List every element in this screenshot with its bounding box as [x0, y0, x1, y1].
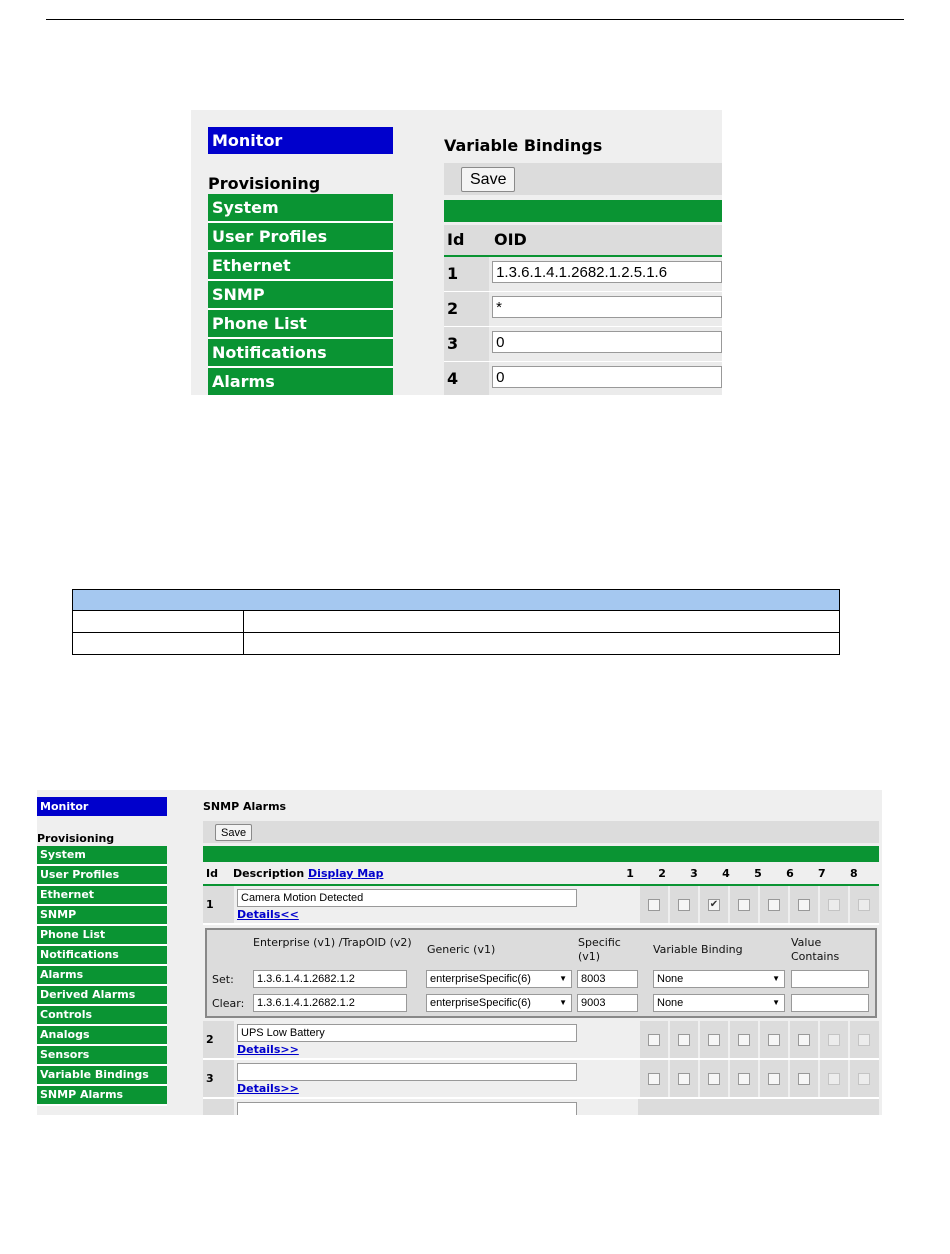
checkbox-disabled: [858, 1034, 870, 1046]
checkbox[interactable]: [678, 1034, 690, 1046]
chevron-down-icon: ▼: [559, 998, 567, 1007]
nav-item-ethernet[interactable]: Ethernet: [208, 252, 393, 281]
checkbox-cell: [848, 886, 878, 923]
enterprise-header: Enterprise (v1) /TrapOID (v2): [253, 936, 412, 949]
checkbox[interactable]: [708, 1034, 720, 1046]
checkbox[interactable]: [798, 899, 810, 911]
checkbox[interactable]: [738, 1073, 750, 1085]
checkbox[interactable]: [738, 899, 750, 911]
nav-item-alarms[interactable]: Alarms: [37, 966, 167, 986]
nav-item-user-profiles[interactable]: User Profiles: [37, 866, 167, 886]
table-cell: [244, 611, 840, 633]
column-header-3: 3: [690, 867, 698, 880]
provisioning-heading: Provisioning: [208, 174, 321, 193]
variable-binding-header: Variable Binding: [653, 943, 743, 956]
checkbox-cell: [788, 1060, 818, 1097]
checkbox-cell: [668, 1060, 698, 1097]
checkbox[interactable]: [768, 1073, 780, 1085]
nav-monitor[interactable]: Monitor: [37, 797, 167, 816]
clear-varbind-select[interactable]: [653, 994, 785, 1012]
checkbox-cell: [758, 886, 788, 923]
description-input[interactable]: [237, 1063, 577, 1081]
checkbox[interactable]: [648, 1073, 660, 1085]
clear-specific-input[interactable]: 9003: [577, 994, 638, 1012]
page-header-rule: [46, 19, 904, 20]
table-row: [203, 1021, 879, 1060]
description-input[interactable]: [237, 1024, 577, 1042]
nav-item-snmp-alarms[interactable]: SNMP Alarms: [37, 1086, 167, 1106]
checkbox[interactable]: [648, 1034, 660, 1046]
row-id: 3: [203, 1060, 234, 1097]
sidebar: [208, 127, 393, 395]
nav-item-ethernet[interactable]: Ethernet: [37, 886, 167, 906]
nav-item-sensors[interactable]: Sensors: [37, 1046, 167, 1066]
chevron-down-icon: ▼: [772, 974, 780, 983]
table-cell: [244, 633, 840, 655]
table-row: [73, 611, 840, 633]
table-row: [444, 257, 722, 292]
set-generic-select[interactable]: [426, 970, 572, 988]
checkbox[interactable]: [678, 899, 690, 911]
provisioning-heading: Provisioning: [37, 832, 115, 845]
description-input[interactable]: [237, 889, 577, 907]
nav-item-phone-list[interactable]: Phone List: [208, 310, 393, 339]
column-header-oid: OID: [494, 230, 527, 249]
table-row: [444, 292, 722, 327]
nav-item-derived-alarms[interactable]: Derived Alarms: [37, 986, 167, 1006]
details-panel: [205, 928, 877, 1018]
nav-item-notifications[interactable]: Notifications: [208, 339, 393, 368]
checkbox-cell: [728, 1021, 758, 1058]
table-header-bar: [203, 846, 879, 862]
table-header: [444, 225, 722, 257]
checkbox-cell: [818, 1060, 848, 1097]
value-contains-header: Value Contains: [791, 936, 840, 963]
checkbox-cell: [638, 1060, 668, 1097]
set-value-input[interactable]: [791, 970, 869, 988]
row-id: 2: [444, 292, 489, 326]
details-link[interactable]: Details>>: [237, 1043, 299, 1056]
toolbar: [203, 821, 879, 843]
checkbox-cell: [728, 886, 758, 923]
table-header-cell: [73, 590, 840, 611]
checkbox-disabled: [828, 899, 840, 911]
table-cell: [73, 611, 244, 633]
clear-generic-select[interactable]: [426, 994, 572, 1012]
checkbox-cell: [758, 1021, 788, 1058]
main-panel: [444, 134, 722, 395]
column-header-8: 8: [850, 867, 858, 880]
clear-label: Clear:: [212, 997, 245, 1010]
document-table: [72, 589, 840, 655]
nav-item-variable-bindings[interactable]: Variable Bindings: [37, 1066, 167, 1086]
set-varbind-value: None: [657, 973, 684, 985]
description-cell: [234, 886, 638, 923]
checkbox[interactable]: [738, 1034, 750, 1046]
checkbox-cell: [758, 1060, 788, 1097]
checkbox-cell: [848, 1060, 878, 1097]
specific-header: Specific (v1): [578, 936, 621, 963]
main-panel: [203, 800, 879, 1115]
nav-item-notifications[interactable]: Notifications: [37, 946, 167, 966]
clear-enterprise-input[interactable]: 1.3.6.1.4.1.2682.1.2: [253, 994, 407, 1012]
checkbox-checked[interactable]: ✔: [709, 898, 719, 910]
nav-monitor[interactable]: Monitor: [208, 127, 393, 154]
nav-item-system[interactable]: System: [208, 194, 393, 223]
column-header-7: 7: [818, 867, 826, 880]
set-label: Set:: [212, 973, 234, 986]
column-header-2: 2: [658, 867, 666, 880]
nav-item-system[interactable]: System: [37, 846, 167, 866]
row-id: 2: [203, 1021, 234, 1058]
save-button[interactable]: Save: [215, 824, 252, 841]
row-id: 3: [444, 327, 489, 361]
oid-input[interactable]: [492, 296, 722, 318]
nav-item-snmp[interactable]: SNMP: [37, 906, 167, 926]
checkbox-cell: [818, 1021, 848, 1058]
checkbox-cell: [728, 1060, 758, 1097]
checkbox-cell: [698, 886, 728, 923]
table-header-row: [73, 590, 840, 611]
table-cell: [73, 633, 244, 655]
page-title: Variable Bindings: [444, 136, 603, 155]
nav-item-analogs[interactable]: Analogs: [37, 1026, 167, 1046]
checkbox-cell: [698, 1060, 728, 1097]
set-varbind-select[interactable]: [653, 970, 785, 988]
save-button[interactable]: Save: [461, 167, 515, 192]
checkbox-disabled: [858, 1073, 870, 1085]
checkbox[interactable]: [798, 1034, 810, 1046]
table-row: [444, 327, 722, 362]
checkbox-disabled: [828, 1073, 840, 1085]
column-header-description: [233, 864, 623, 884]
variable-bindings-screenshot: [191, 110, 722, 395]
checkbox-disabled: [858, 899, 870, 911]
checkbox[interactable]: [678, 1073, 690, 1085]
table-row: [203, 886, 879, 925]
checkbox[interactable]: [708, 1073, 720, 1085]
toolbar: [444, 163, 722, 195]
checkbox[interactable]: [768, 899, 780, 911]
table-header-bar: [444, 200, 722, 222]
clear-value-input[interactable]: [791, 994, 869, 1012]
set-specific-input[interactable]: 8003: [577, 970, 638, 988]
set-enterprise-input[interactable]: 1.3.6.1.4.1.2682.1.2: [253, 970, 407, 988]
oid-input[interactable]: [492, 331, 722, 353]
checkbox-cell: [698, 1021, 728, 1058]
row-id: 1: [203, 886, 234, 923]
checkbox[interactable]: [798, 1073, 810, 1085]
column-header-id: Id: [206, 867, 218, 880]
column-header-5: 5: [754, 867, 762, 880]
details-link[interactable]: Details>>: [237, 1082, 299, 1095]
description-input[interactable]: [237, 1102, 577, 1115]
description-cell: [234, 1060, 638, 1097]
column-header-1: 1: [626, 867, 634, 880]
sidebar: [37, 797, 167, 1106]
description-cell: [234, 1021, 638, 1058]
checkbox-disabled: [828, 1034, 840, 1046]
row-id: 4: [444, 362, 489, 395]
description-cell: [234, 1099, 638, 1115]
column-header-6: 6: [786, 867, 794, 880]
set-generic-value: enterpriseSpecific(6): [430, 973, 531, 985]
description-label: Description: [233, 867, 305, 880]
nav-item-controls[interactable]: Controls: [37, 1006, 167, 1026]
chevron-down-icon: ▼: [559, 974, 567, 983]
details-link[interactable]: Details<<: [237, 908, 299, 921]
checkbox-cell: [638, 1021, 668, 1058]
oid-input[interactable]: [492, 261, 722, 283]
table-header: [203, 864, 879, 886]
column-header-4: 4: [722, 867, 730, 880]
checkbox-cell: [788, 886, 818, 923]
checkbox-cell: [848, 1021, 878, 1058]
page-title: SNMP Alarms: [203, 800, 287, 813]
checkbox-cell: [788, 1021, 818, 1058]
checkbox-cell: [668, 886, 698, 923]
row-id: 1: [444, 257, 489, 291]
row-id: [203, 1099, 234, 1115]
clear-varbind-value: None: [657, 997, 684, 1009]
table-row-partial: [203, 1099, 879, 1115]
checkbox-cell: [818, 886, 848, 923]
checkbox[interactable]: [648, 899, 660, 911]
generic-header: Generic (v1): [427, 943, 496, 956]
column-header-id: Id: [447, 230, 465, 249]
table-row: [73, 633, 840, 655]
nav-item-user-profiles[interactable]: User Profiles: [208, 223, 393, 252]
nav-item-phone-list[interactable]: Phone List: [37, 926, 167, 946]
checkbox-cell: [668, 1021, 698, 1058]
checkbox[interactable]: [768, 1034, 780, 1046]
table-row: [203, 1060, 879, 1099]
clear-generic-value: enterpriseSpecific(6): [430, 997, 531, 1009]
display-map-link[interactable]: Display Map: [308, 867, 384, 880]
snmp-alarms-screenshot: [37, 790, 882, 1115]
table-row: [444, 362, 722, 395]
chevron-down-icon: ▼: [772, 998, 780, 1007]
checkbox-cell: [638, 886, 668, 923]
nav-item-snmp[interactable]: SNMP: [208, 281, 393, 310]
nav-item-alarms[interactable]: Alarms: [208, 368, 393, 395]
oid-input[interactable]: [492, 366, 722, 388]
